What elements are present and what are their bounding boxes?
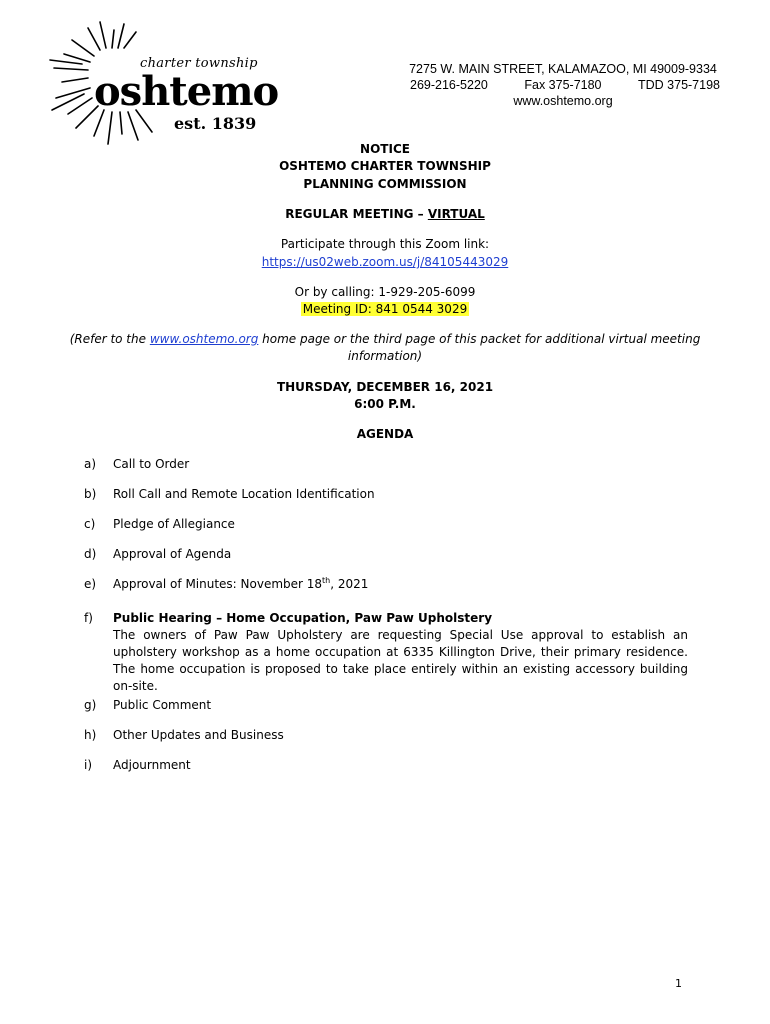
agenda-item-text: Public Comment — [113, 698, 212, 712]
agenda-item-b — [84, 486, 688, 503]
meeting-prefix: REGULAR MEETING – — [285, 207, 428, 221]
zoom-link-row — [0, 254, 770, 271]
notice-heading: NOTICE — [360, 142, 410, 156]
logo-est-text: est. 1839 — [174, 114, 257, 133]
address-phone-row — [398, 77, 728, 93]
agenda-item-text: Call to Order — [113, 457, 190, 471]
meeting-id-row — [0, 301, 770, 318]
township-heading: OSHTEMO CHARTER TOWNSHIP — [279, 159, 491, 173]
commission-heading: PLANNING COMMISSION — [303, 177, 467, 191]
refer-line-1 — [0, 331, 770, 348]
address-tdd: TDD 375-7198 — [638, 78, 720, 92]
agenda-item-letter: h) — [84, 728, 97, 742]
meeting-time: 6:00 P.M. — [354, 397, 416, 411]
agenda-item-text: Roll Call and Remote Location Identification — [113, 487, 375, 501]
meeting-date: THURSDAY, DECEMBER 16, 2021 — [276, 380, 494, 394]
agenda-item-a — [84, 456, 688, 473]
agenda-item-h — [84, 727, 688, 744]
meeting-heading — [0, 206, 770, 223]
agenda-item-text: Adjournment — [113, 758, 191, 772]
agenda-item-text: Pledge of Allegiance — [113, 517, 235, 531]
address-phone: 269-216-5220 — [410, 78, 488, 92]
refer-suffix: home page or the third page of this packet for additional virtual meeting — [258, 332, 701, 346]
participate-text: Participate through this Zoom link: — [280, 237, 490, 251]
meeting-id: Meeting ID: 841 0544 3029 — [302, 302, 468, 316]
minutes-sup: th — [322, 576, 331, 585]
refer-prefix: (Refer to the — [69, 332, 150, 346]
agenda-item-letter: f) — [84, 611, 93, 625]
agenda-item-letter: g) — [84, 698, 97, 712]
address-street: 7275 W. MAIN STREET, KALAMAZOO, MI 49009-9334 — [409, 62, 717, 76]
address-block — [398, 61, 728, 109]
agenda-item-g — [84, 697, 688, 714]
agenda-item-f — [84, 610, 688, 695]
minutes-suffix: , 2021 — [330, 577, 369, 591]
address-website: www.oshtemo.org — [513, 94, 613, 108]
minutes-text: Approval of Minutes: November 18 — [113, 577, 323, 591]
agenda-title: AGENDA — [356, 427, 414, 441]
calling-text: Or by calling: 1-929-205-6099 — [294, 285, 476, 299]
agenda-item-text: Approval of Agenda — [113, 547, 232, 561]
website-link[interactable]: www.oshtemo.org — [149, 332, 259, 346]
address-fax: Fax 375-7180 — [524, 78, 602, 92]
agenda-item-letter: c) — [84, 517, 96, 531]
agenda-item-text — [113, 576, 688, 593]
zoom-link[interactable]: https://us02web.zoom.us/j/84105443029 — [261, 255, 509, 269]
agenda-item-i — [84, 757, 688, 774]
agenda-item-letter: b) — [84, 487, 97, 501]
public-hearing-title: Public Hearing – Home Occupation, Paw Paw Upholstery — [113, 611, 493, 625]
page-number: 1 — [675, 977, 682, 990]
agenda-item-body — [113, 610, 688, 695]
public-hearing-description: The owners of Paw Paw Upholstery are requesting Special Use approval to establish an upholstery workshop as a home occupation at 6335 Killington Drive, their primary residence. The home occupation is proposed to take place entirely within an existing accessory building on-site. — [113, 628, 688, 693]
agenda-item-letter: i) — [84, 758, 93, 772]
meeting-type: VIRTUAL — [427, 207, 485, 221]
refer-line-2: information) — [347, 349, 423, 363]
agenda-item-letter: d) — [84, 547, 97, 561]
agenda-item-c — [84, 516, 688, 533]
agenda-item-text: Other Updates and Business — [113, 728, 284, 742]
agenda-item-letter: e) — [84, 577, 97, 591]
agenda-item-d — [84, 546, 688, 563]
logo-charter-township-text: charter township — [140, 56, 258, 71]
agenda-item-letter: a) — [84, 457, 97, 471]
township-logo — [42, 18, 302, 148]
agenda-item-e — [84, 576, 688, 593]
logo-name-text: oshtemo — [94, 68, 279, 115]
